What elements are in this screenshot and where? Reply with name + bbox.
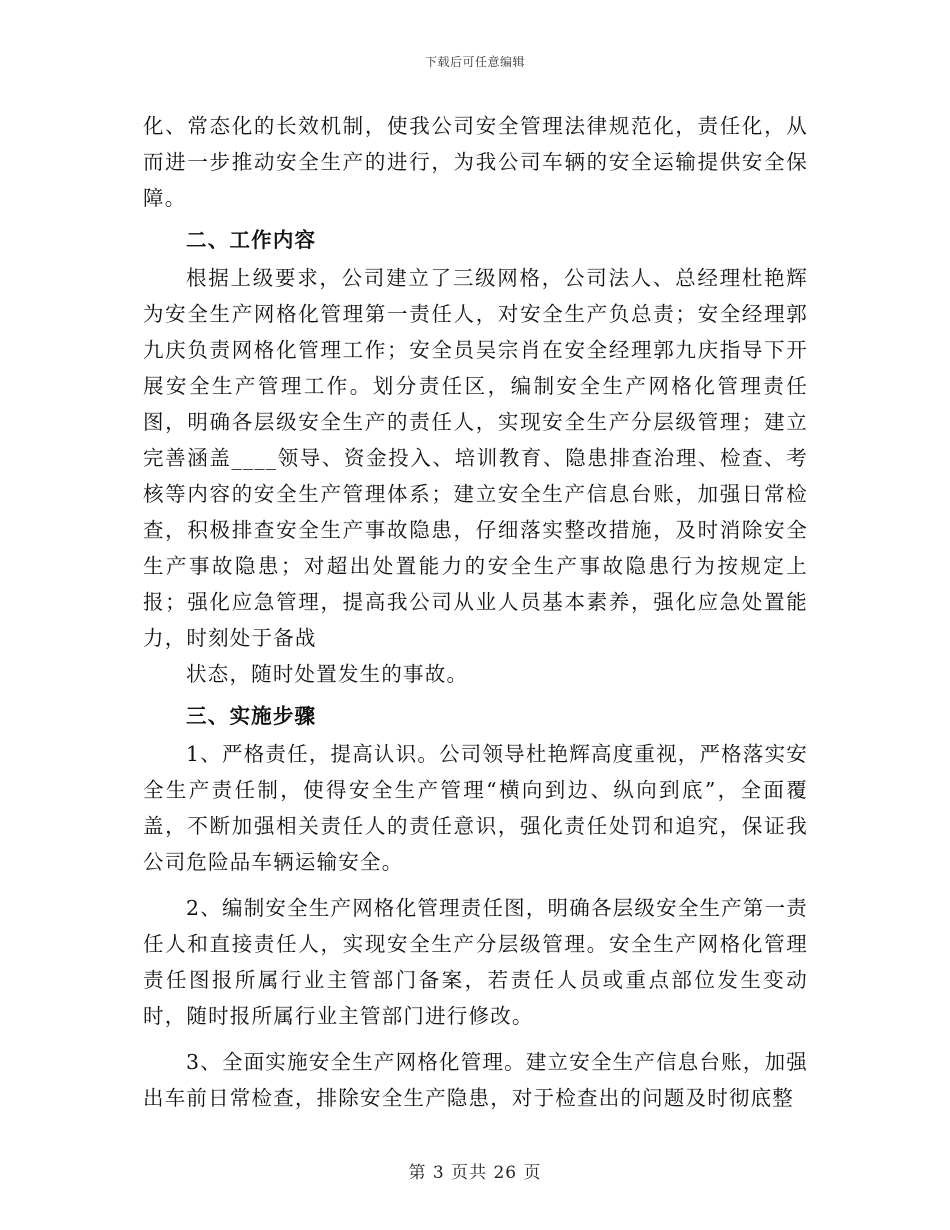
paragraph-step-3: 3、全面实施安全生产网格化管理。建立安全生产信息台账，加强出车前日常检查，排除安全生产隐患，对于检查出的问题及时彻底整 [143, 1050, 808, 1110]
paragraph-step-1: 1、严格责任，提高认识。公司领导杜艳辉高度重视，严格落实安全生产责任制，使得安全生产管理“横向到边、纵向到底”，全面覆盖，不断加强相关责任人的责任意识，强化责任处罚和追究，保证我公司危险品车辆运输安全。 [143, 742, 808, 874]
section-heading-steps: 三、实施步骤 [186, 704, 317, 728]
paragraph-work-content: 根据上级要求，公司建立了三级网格，公司法人、总经理杜艳辉为安全生产网格化管理第一责任人，对安全生产负总责；安全经理郭九庆负责网格化管理工作；安全员吴宗肖在安全经理郭九庆指导下开展安全生产管理工作。划分责任区，编制安全生产网格化管理责任图，明确各层级安全生产的责任人，实现安全生产分层级管理；建立完善涵盖____领导、资金投入、培训教育、隐患排查治理、检查、考核等内容的安全生产管理体系；建立安全生产信息台账，加强日常检查，积极排查安全生产事故隐患，仔细落实整改措施，及时消除安全生产事故隐患；对超出处置能力的安全生产事故隐患行为按规定上报；强化应急管理，提高我公司从业人员基本素养，强化应急处置能力，时刻处于备战 [143, 266, 808, 650]
page-number: 第 3 页共 26 页 [408, 1163, 542, 1183]
page-header: 下载后可任意编辑 [424, 55, 525, 69]
section-heading-work-content: 二、工作内容 [186, 228, 317, 252]
paragraph-step-2: 2、编制安全生产网格化管理责任图，明确各层级安全生产第一责任人和直接责任人，实现安全生产分层级管理。安全生产网格化管理责任图报所属行业主管部门备案，若责任人员或重点部位发生变动时，随时报所属行业主管部门进行修改。 [143, 896, 808, 1028]
document-body [143, 108, 808, 1116]
paragraph-continuation: 化、常态化的长效机制，使我公司安全管理法律规范化，责任化，从而进一步推动安全生产的进行，为我公司车辆的安全运输提供安全保障。 [143, 114, 808, 210]
paragraph-status: 状态，随时处置发生的事故。 [186, 662, 469, 686]
